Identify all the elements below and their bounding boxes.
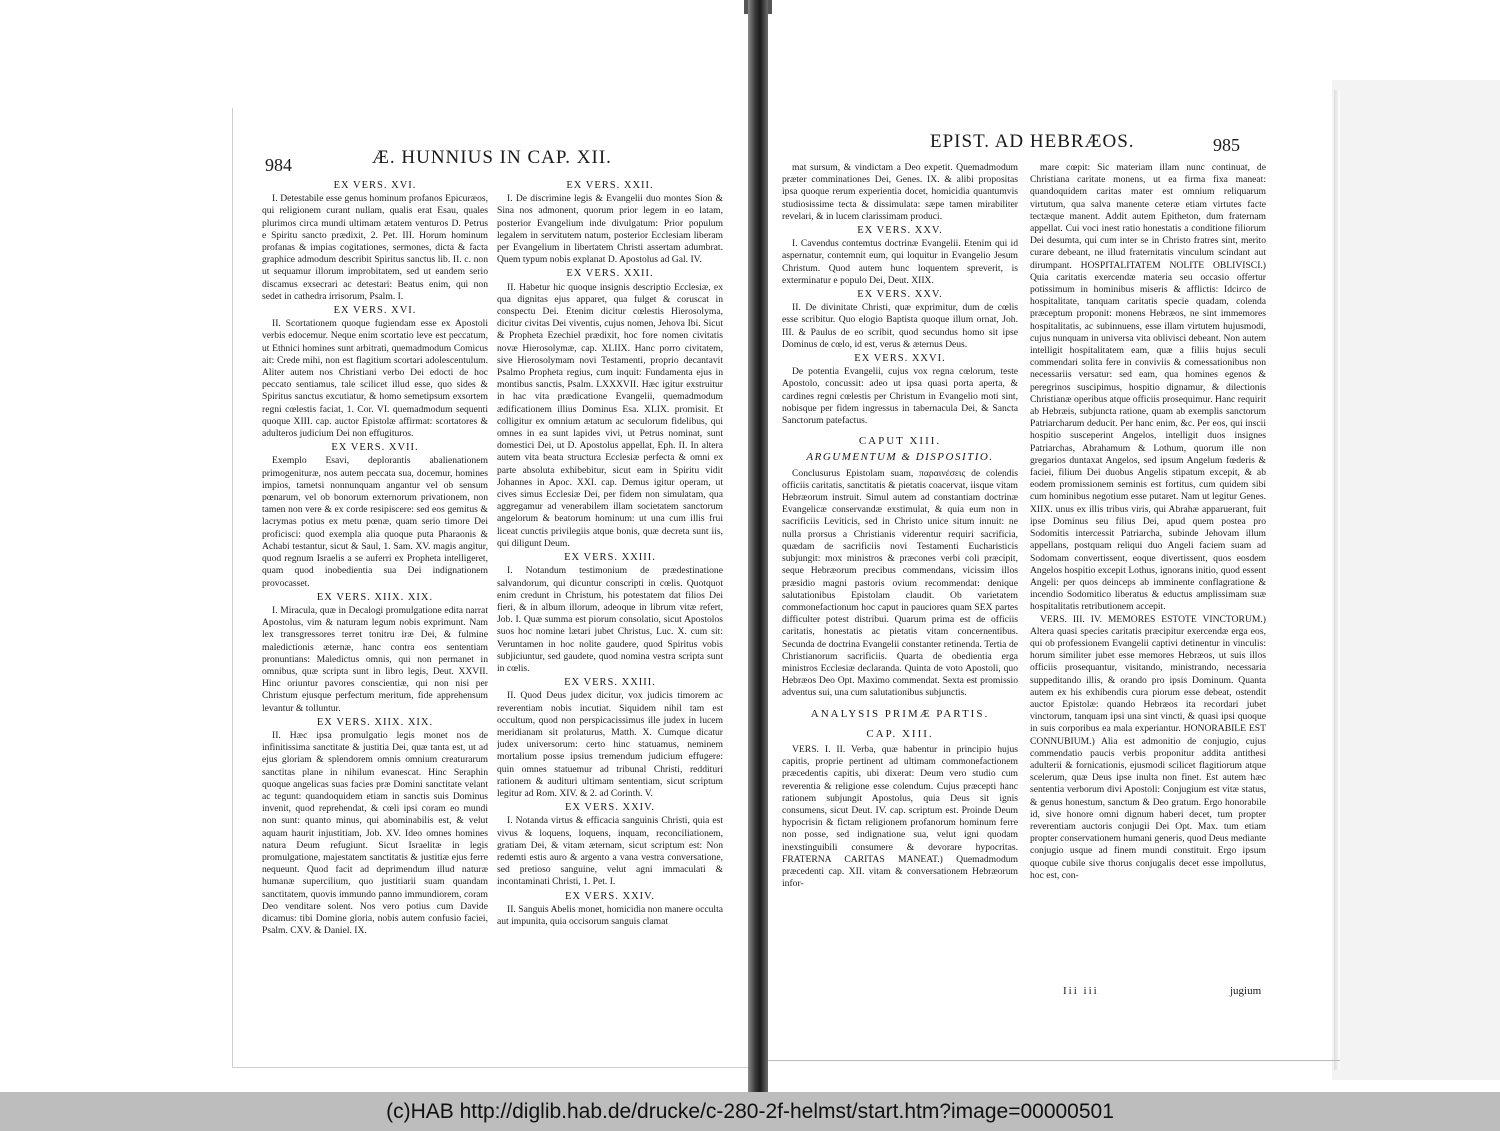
- copyright-caption: (c)HAB http://diglib.hab.de/drucke/c-280-2f-helmst/start.htm?image=00000501: [0, 1092, 1500, 1131]
- paragraph: I. De discrimine legis & Evangelii duo montes Sion & Sina nos admonent, quorum prior legem in eo latam, posterior Evangelium inde divulgatum: Prior populum legalem in servitutem natum, posterior Ecclesiam liberam per Evangelium in libertatem Christi assertam adumbrat. Quem typum nobis explanat D. Apostolus ad Gal. IV.: [497, 193, 723, 266]
- book-spine: [748, 0, 768, 1092]
- right-page-number: 985: [1213, 135, 1240, 155]
- verse-heading: EX VERS. XXV.: [857, 225, 943, 237]
- section-heading: CAP. XIII.: [866, 727, 934, 740]
- paragraph: mare cœpit: Sic materiam illam nunc continuat, de Christiana caritate monens, ut ea firma fixa maneat: quandoquidem caritas mater est omnium reliquarum virtutum, qua salva manente ceteræ etiam virtutes facte tectæque manent. Addit autem Epitheton, dum fraternam appellat. Cui voci inest ratio honestatis a conditione filiorum Dei desumta, qui cum inter se in Christo fratres sint, merito curare debeant, ne illud fraternitatis vinculum scindant aut dirumpant. HOSPITALITATEM NOLITE OBLIVISCI.) Quia caritatis exercendæ materia seu occasio offertur potissimum in hominibus miseris & afflictis: Idcirco de hospitalitate, tanquam caritatis specie quadam, colenda præceptum proponit: monens Hebræos, ne sint immemores hospitalitatis, ac subinnuens, esse illam virtutem hujusmodi, cujus nunquam in universa vita obliviscì debeant. Non autem intelligit hospitalitatem eam, quæ a filiis hujus seculi commendari solita fere in conviviis & comessationibus non necessariis versatur: sed eam, qua homines egenos & peregrinos suscipimus, hospitio dignamur, & dilectionis Christianæ operibus atque officiis prosequimur. Hanc requirit ab Hebræis, subjuncta ratione, quam ab exemplis sanctorum Patriarcharum deducit. Per hanc enim, &c. Per eos, qui inscii hospitio susceperint Angelos, intelligit duos insignes Patriarchas, Abrahamum & Lothum, quorum ille non gregarios duntaxat Angelos, sed ipsum Angelum fœderis & faciei, filium Dei duobus Angelis stipatum excepit, & ab eodem promissionem seminis est fortitus, cum quidem sibi cum hominibus negotium esse putaret. Nam ut legitur Genes. XIIX. unus ex illis tribus viris, qui Abrahæ apparuerant, fuit ipse Dominus seu filius Dei, apud quem postea pro Sodomitis intercessit Patriarcha, subinde Jehovam illum appellans, postquam reliqui duo Angeli faciem suam ad Sodomam convertissent, eoque divertissent, quos eosdem Angelos hospitio excepit Lothus, ignorans initio, quod essent Angeli: per quos deinceps ab imminente conflagratione & incendio Sodomitico liberatus & eductus amplissimam suæ hospitalitatis retributionem accepit.: [1030, 162, 1266, 613]
- next-page-edge: [1332, 80, 1500, 1080]
- verse-heading: EX VERS. XIIX. XIX.: [316, 591, 434, 603]
- left-page-number: 984: [265, 155, 292, 175]
- verse-heading: EX VERS. XVI.: [333, 305, 417, 317]
- verse-heading: EX VERS. XXII.: [566, 268, 654, 280]
- paragraph: I. Notanda virtus & efficacia sanguinis Christi, quia est vivus & loquens, loquens, inquam, reconciliationem, gratiam Dei, & vitam æternam, sicut scriptum est: Non redemti estis auro & argento a vana vestra conversatione, sed pretioso sanguine, velut agni immaculati & incontaminati Christi, 1. Pet. I.: [497, 815, 723, 888]
- paragraph: I. Detestabile esse genus hominum profanos Epicuræos, qui religionem curant nullam, qualis erat Esau, quales plurimos circa mundi ultimam ætatem venturos D. Petrus e Spiritu sancto prædixit, 2. Pet. III. Horum hominum profanas & impias cogitationes, sermones, dicta & facta graphice admodum describit Spiritus sanctus lib. II. c. non ut sequamur illorum improbitatem, sed ut eandem serio discamus exsecrari ac detestari: Beatus enim, qui non sedet in cathedra irrisorum, Psalm. I.: [262, 193, 488, 302]
- paragraph: II. De divinitate Christi, quæ exprimitur, dum de cœlis esse scribitur. Quo elogio Baptista quoque illum ornat, Joh. III. & Paulus de eo scribit, quod secundus homo sit ipse Dominus de cœlo, id est, verus & æternus Deus.: [782, 302, 1018, 350]
- paragraph: mat sursum, & vindictam a Deo expetit. Quemadmodum præter comminationes Dei, Genes. IX. & alibi propositas ipsa quoque rerum experientia docet, homicidia quantumvis studiosissime tecta & dissimulata: sæpe tamen mirabiliter revelari, & in lucem clarissimam produci.: [782, 162, 1018, 222]
- paragraph: VERS. III. IV. MEMORES ESTOTE VINCTORUM.) Altera quasi species caritatis præcipitur exercendæ erga eos, qui ob professionem Evangelii captivi detinentur in vinculis: horum similiter jubet esse memores Hebræos, ut suis illos officiis prosequantur, visitando, ministrando, necessaria suppeditando illis, & orando pro ipsis Dominum. Quanta autem ex his exhibendis cura piorum esse debeat, ostendit auctor Epistolæ: quando Hebræos ita recordari jubet vinctorum, tanquam ipsi una sint vincti, & quasi ipsi quoque in suis corporibus ea mala experiantur. HONORABILE EST CONNUBIUM.) Alia est admonitio de conjugio, cujus commendatio paucis verbis proponitur addita antithesi adulterii & fornicationis, ejusmodi scilicet flagitiorum atque scelerum, quæ Deus ipse inulta non finet. Est autem hæc sententia verborum divi Apostoli: Conjugium est vitæ status, & genus honestum, sanctum & Deo gratum. Ergo honorabile id, sive honore omni dignum haberi decet, tum propter reverentiam auctoris conjugii Dei Opt. Max. tum etiam propter conservationem humani generis, quod Deus mediante conjugio usque ad finem mundi constituit. Ergo ipsum quoque cubile sive thorus conjugalis decet esse impollutus, hoc est, con-: [1030, 613, 1266, 881]
- catchword: jugium: [1230, 985, 1262, 997]
- paragraph: II. Habetur hic quoque insignis descriptio Ecclesiæ, ex qua dignitas ejus apparet, qua fulget & coruscat in conspectu Dei. Etenim dicitur cœlestis Hierosolyma, dicitur civitas Dei viventis, cujus nomen, Jehova Ibi. Sicut & Propheta Ezechiel prædixit, hoc fore nomen civitatis novæ Hierosolymæ, cap. XLIIX. Hanc porro civitatem, sive Hierosolymam novi Testamenti, proprio decantavit Psalmo Propheta regius, cum inquit: Fundamenta ejus in montibus sanctis, Psalm. LXXXVII. Hæc igitur exstruitur in hac vita prædicatione Evangelii, quemadmodum ædificationem illius Dominus Esa. XLIX. promisit. Et colligitur ex omnium ætatum ac seculorum fidelibus, qui omnes in ea sunt lapides vivi, ut Petrus nominat, sunt domestici Dei, ut D. Apostolus appellat, Eph. II. In altera autem vita beata structura Ecclesiæ perfecta & omni ex parte absoluta exhibebitur, sicut eam in Spiritu vidit Johannes in Apoc. XXI. cap. Demus igitur operam, ut cives simus Ecclesiæ Dei, per fidem non simulatam, qua aggregamur ad venerabilem illam societatem sanctorum angelorum & beatorum hominum: ut una cum illis frui liceat cunctis privilegiis atque bonis, quæ decreta sunt iis, qui diligunt Deum.: [497, 281, 723, 549]
- left-running-head: Æ. HUNNIUS IN CAP. XII.: [372, 147, 612, 168]
- verse-heading: EX VERS. XVI.: [333, 180, 417, 191]
- paragraph: Conclusurus Epistolam suam, παραινέσεις de colendis officiis caritatis, sanctitatis & pietatis coacervat, iisque vitam Hebræorum instruit. Simul autem ad constantiam doctrinæ Evangelicæ conservandæ exstimulat, & quia eum non in sacrificiis Leviticis, sed in Christo unice situm innuit: ne nulla prorsus a Christianis viderentur requiri sacrificia, quædam de sacrificiis novi Testamenti Eucharisticis subjungit: mox ministros & præcones verbi coli præcipit, seque Hebræorum precibus commendans, vicissim illos præsidio magni pastoris ovium recommendat: denique salutationibus Epistolam claudit. Ob varietatem commonefactionum hoc caput in pauciores quam SEX partes difficulter potest distribui. Quarum prima est de officiis caritatis, honestatis ac pietatis vitam concernentibus. Secunda de doctrina Evangelii constanter retinenda. Tertia de Christianorum sacrificiis. Quarta de obedientia erga ministros Ecclesiæ declaranda. Quinta de voto Apostoli, quo Hebræos Deo Opt. Maximo commendat. Sexta est promissio adventus sui, una cum salutationibus subjunctis.: [782, 467, 1018, 699]
- paragraph: II. Scortationem quoque fugiendam esse ex Apostoli verbis edocemur. Neque enim scortatio leve est peccatum, ut Ethnici homines sunt arbitrati, quemadmodum Comicus ait: Crede mihi, non est flagitium scortari adolescentulum. Aliter autem nos Christiani verbo Dei edocti de hoc peccato sentiamus, tale scilicet illud esse, quo sides & Spiritus sanctus excutiatur, & homo semetipsum exsortem regni cœlestis faciat, 1. Cor. VI. quemadmodum sequenti quoque XIII. cap. auctor Epistolæ affirmat: scortatores & adulteros judicium Dei non effugituros.: [262, 318, 488, 440]
- paragraph: II. Hæc ipsa promulgatio legis monet nos de infinitissima sanctitate & justitia Dei, quæ tanta est, ut ad ejus gloriam & splendorem omnis omnium creaturarum sanctitas plane in nihilum evanescat. Hinc Seraphin quoque angelicas suas facies præ Domini sanctitate velant ac tegunt: quandoquidem etiam in sanctis suis Dominus invenit, quod reprehendat, & cœli ipsi coram eo mundi non sunt: quanto minus, qui abominabilis est, & velut aquam haurit injustitiam, Job. XV. Ideo omnes homines natura Deum refugiunt. Sicut Israelitæ in legis promulgatione, majestatem sanctitatis & justitiæ ejus ferre nequeunt. Quod facit ad deprimendum illud naturæ humanæ supercilium, quo justitiarii suam quandam sanctitatem, quovis immundo panno immundiorem, coram Deo venditare solent. Nos vero potius cum Davide dicamus: tibi Domine gloria, nobis autem confusio faciei, Psalm. CXV. & Daniel. IX.: [262, 729, 488, 937]
- paragraph: II. Sanguis Abelis monet, homicidia non manere occulta aut impunita, quia occisorum sanguis clamat: [497, 903, 723, 927]
- left-page-column-1: [262, 178, 488, 1048]
- paragraph: VERS. I. II. Verba, quæ habentur in principio hujus capitis, proprie pertinent ad ultimam commonefactionem præcedentis capitis, ubi dixerat: Deum vero studio cum reverentia & religione esse colendum. Cujus præcepti hanc rationem subjungit Apostolus, quia Deus sit ignis consumens, sicut Deut. IV. cap. scriptum est. Proinde Deum hypocrisin & fictam religionem profanorum hominum ferre non posse, sed indignatione sua, velut igni quodam inexstinguibili consumere & devorare hypocritas. FRATERNA CARITAS MANEAT.) Quemadmodum præcedenti cap. XII. vitam & conversationem Hebræorum infor-: [782, 743, 1018, 890]
- paragraph: II. Quod Deus judex dicitur, vox judicis timorem ac reverentiam nobis incutiat. Siquidem nihil tam est occultum, quod non perspicacissimus ille judex in lucem meridianam sit prolaturus, Matth. X. Cumque dicatur judex universorum: certo hinc statuamus, neminem mortalium posse ipsius tremendum judicium effugere: quin omnes statuemur ad tribunal Christi, reddituri rationem & audituri ultimam sententiam, sicut scriptum legitur ad Rom. XIV. & 2. ad Corinth. V.: [497, 690, 723, 799]
- verse-heading: EX VERS. XIIX. XIX.: [316, 716, 434, 728]
- paragraph: I. Cavendus contemtus doctrinæ Evangelii. Etenim qui id aspernatur, contemnit eum, qui loquitur in Evangelio Jesum Christum. Quod autem hunc loquentem spreverit, is exterminatur e populo Dei, Deut. XIIX.: [782, 238, 1018, 286]
- right-page-column-2: [1030, 162, 1266, 984]
- left-page-bottom-edge: [232, 1067, 748, 1068]
- page-edge-shadow: [1334, 90, 1340, 1070]
- paragraph: De potentia Evangelii, cujus vox regna cœlorum, teste Apostolo, concussit: adeo ut ipsa quasi porta aperta, & cardines regni cœlestis per Christum in Evangelio moti sint, nobisque per fidem ingressus in tabernacula Dei, & Sancta Sanctorum patefactus.: [782, 366, 1018, 427]
- left-page-column-2: [497, 178, 723, 1048]
- verse-heading: EX VERS. XXIV.: [564, 802, 656, 814]
- verse-heading: EX VERS. XXIII.: [564, 552, 656, 564]
- verse-heading: EX VERS. XXIV.: [564, 890, 656, 902]
- right-running-head: EPIST. AD HEBRÆOS.: [930, 131, 1135, 152]
- left-page-edge: [232, 108, 233, 1068]
- verse-heading: EX VERS. XXVI.: [854, 353, 946, 365]
- signature-mark: Iii iii: [1063, 985, 1099, 997]
- verse-heading: EX VERS. XXIII.: [564, 677, 656, 689]
- section-heading: ARGUMENTUM & DISPOSITIO.: [806, 451, 994, 464]
- verse-heading: EX VERS. XXII.: [566, 180, 654, 191]
- right-page-column-1: [782, 162, 1018, 984]
- right-page-bottom-edge: [768, 1060, 1340, 1061]
- verse-heading: EX VERS. XVII.: [331, 442, 419, 454]
- paragraph: I. Miracula, quæ in Decalogi promulgatione edita narrat Apostolus, vim & naturam legum nobis exprimunt. Nam lex transgressores terret tonitru iræ Dei, & fulmine maledictionis æternæ, hanc contra eos sententiam pronuntians: Maledictus omnis, qui non permanet in omnibus, quæ scripta sunt in libro legis, Deut. XXVII. Hinc oriuntur pavores conscientiæ, qui non nisi per Christum ejusque perfectum meritum, fide apprehensum levantur & tolluntur.: [262, 604, 488, 714]
- paragraph: Exemplo Esavi, deplorantis abalienationem primogenituræ, nos autem peccata sua, docemur, homines impios, tametsi nonnunquam angantur vel ob sensum pœnarum, vel ob bonorum externorum privationem, non tamen non vere & ex corde resipiscere: sed eos gemitus & lacrymas potius ex metu pœnæ, quam serio timore Dei proficisci: quod exempla alia quoque puta Pharaonis & Achabi testantur, sicut & Saul, 1. Sam. XV. magis angitur, quod regnum Israelis a se auferri ex Propheta intelligeret, quam quod inobedientia sua Dei indignationem provocasset.: [262, 455, 488, 589]
- section-heading: CAPUT XIII.: [858, 435, 942, 448]
- verse-heading: EX VERS. XXV.: [857, 289, 943, 301]
- section-heading: ANALYSIS PRIMÆ PARTIS.: [810, 707, 990, 720]
- paragraph: I. Notandum testimonium de prædestinatione salvandorum, qui dicuntur conscripti in cœlis. Quotquot enim credunt in Christum, his potestatem dat filios Dei fieri, & in album illorum, adeoque in librum vitæ refert, Job. I. Quæ summa est piorum consolatio, sicut Apostolos suos hoc nomine lætari jubet Christus, Luc. X. cum sit: Veruntamen in hoc nolite gaudere, quod Spiritus vobis subjiciuntur, sed gaudete, quod nomina vestra scripta sunt in cœlis.: [497, 565, 723, 674]
